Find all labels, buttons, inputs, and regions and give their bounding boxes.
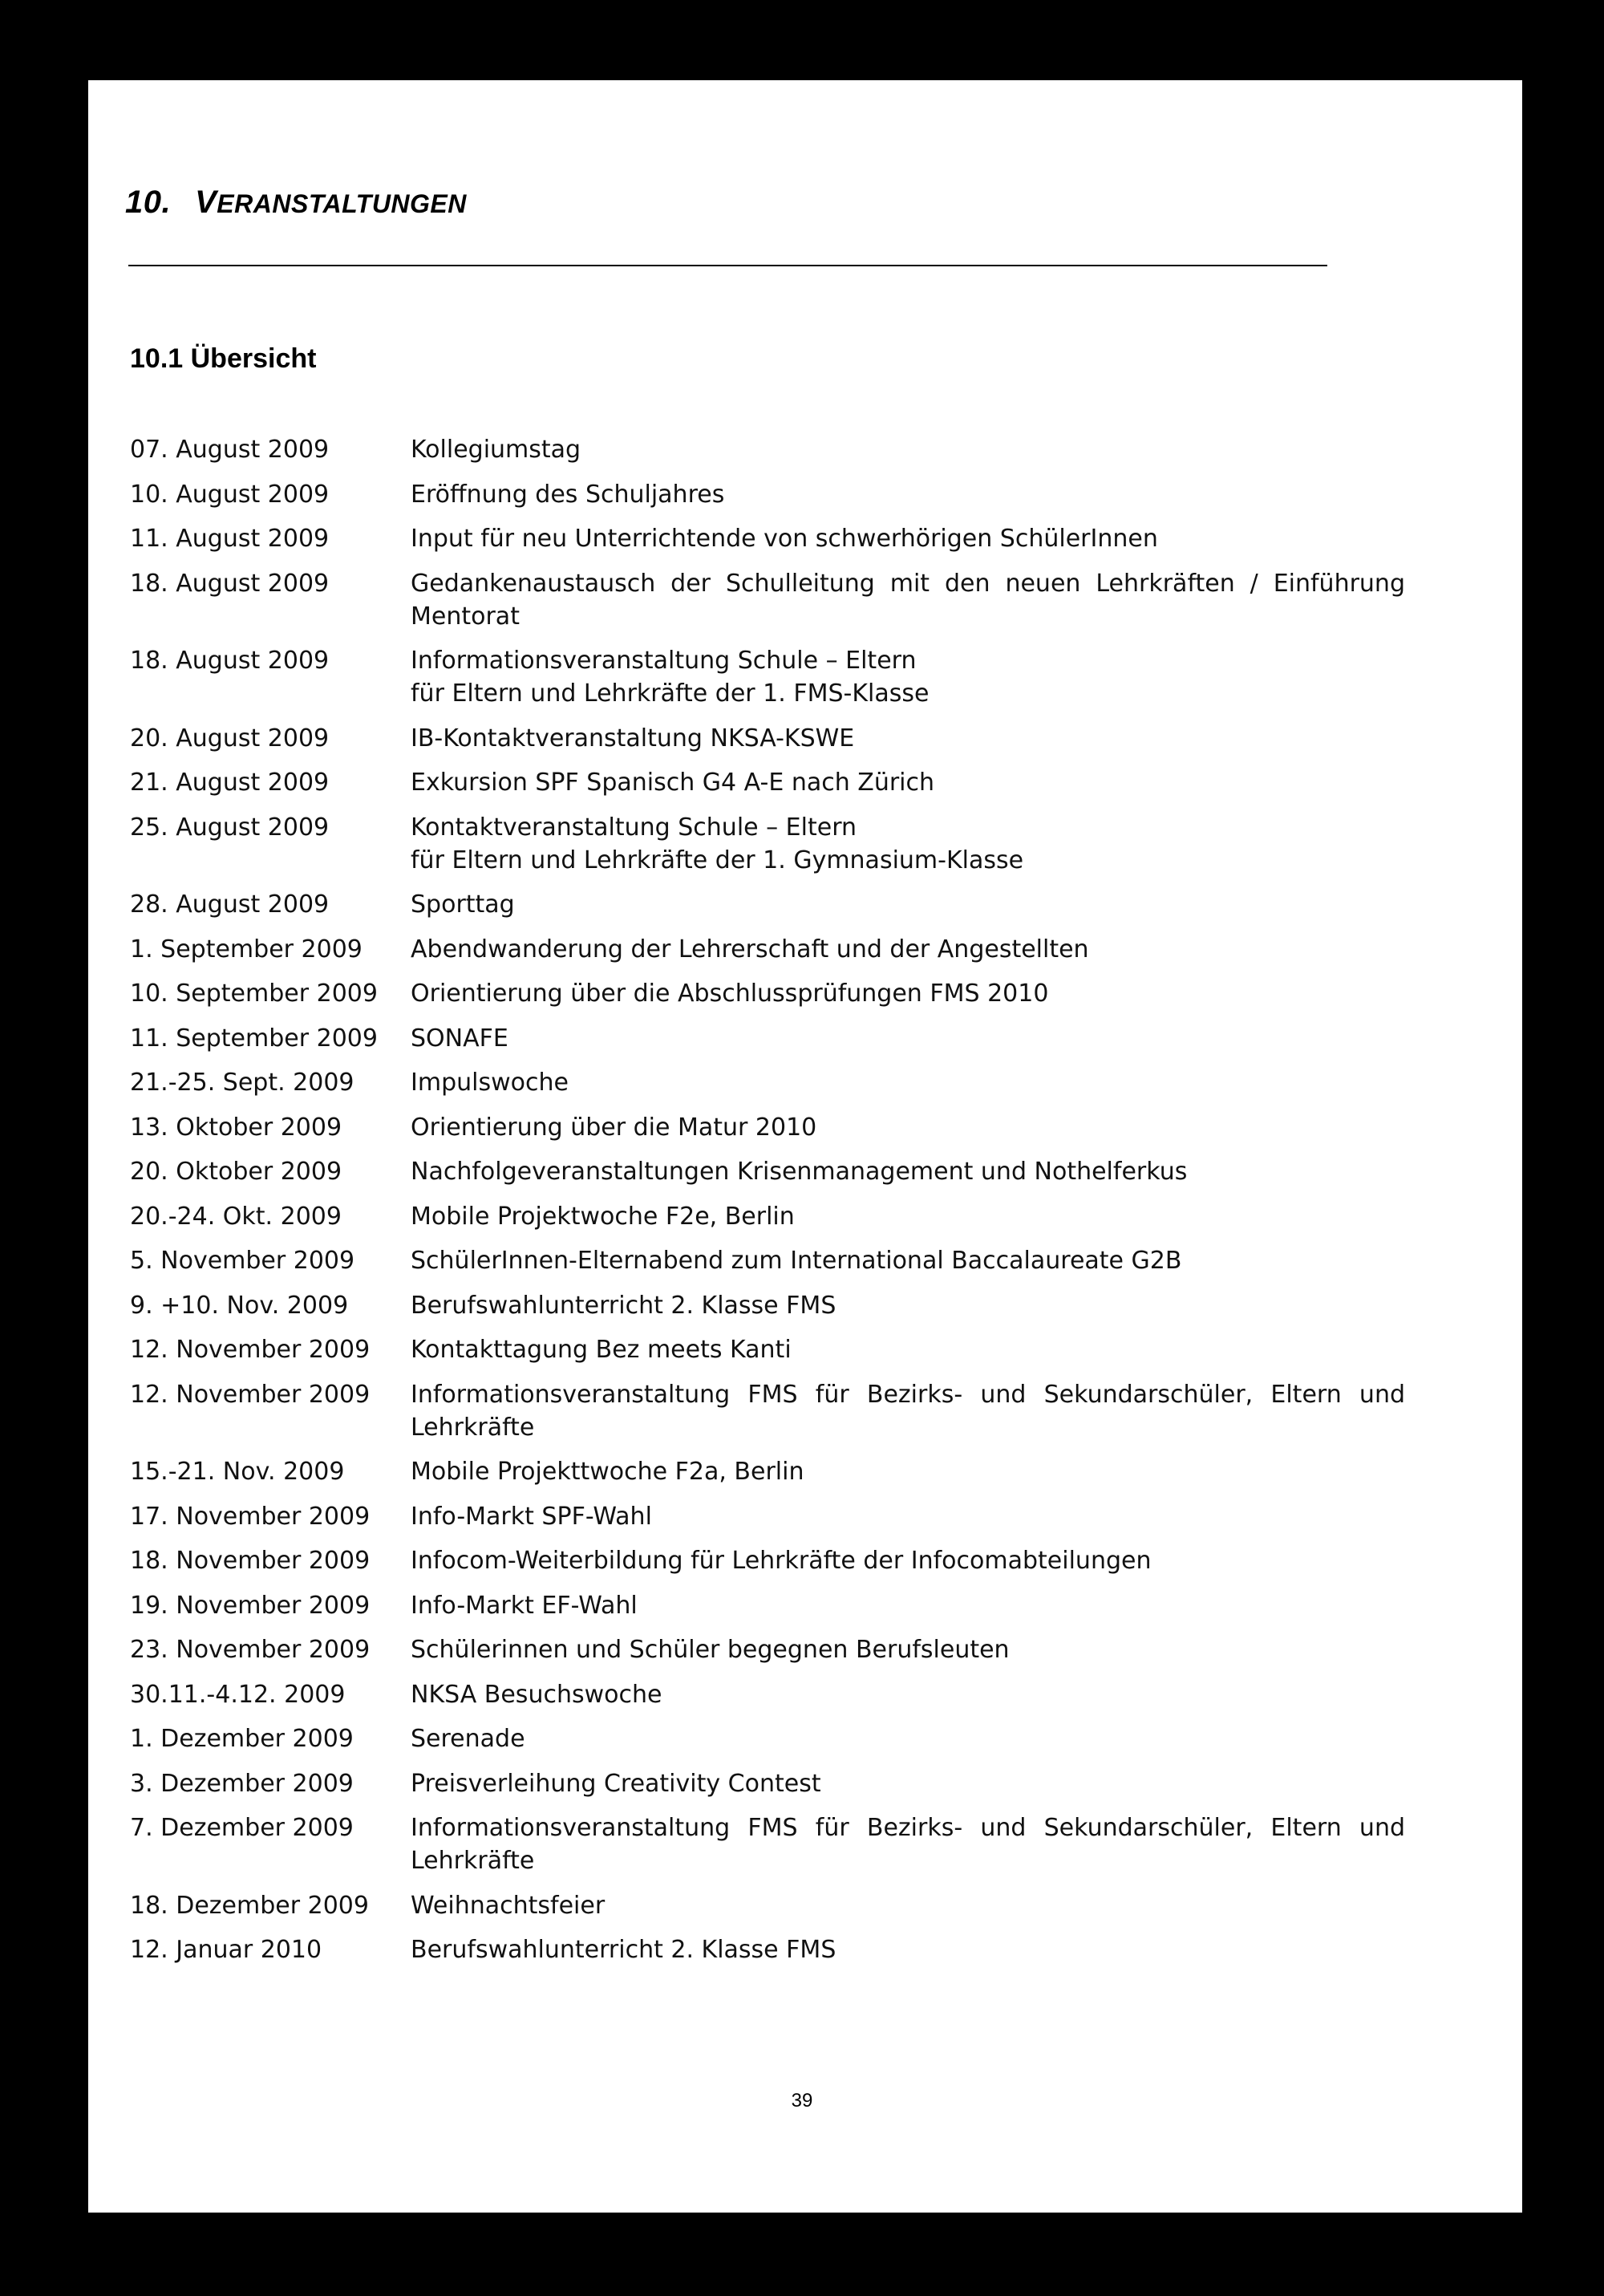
event-row	[130, 1066, 1405, 1099]
event-row	[130, 1500, 1405, 1533]
event-date: 10. August 2009	[130, 480, 330, 509]
event-description: Berufswahlunterricht 2. Klasse FMS	[411, 1291, 836, 1320]
event-row	[130, 1200, 1405, 1233]
event-description: Infocom-Weiterbildung für Lehrkräfte der Infocomabteilungen	[411, 1547, 1152, 1575]
event-description: NKSA Besuchswoche	[411, 1680, 662, 1709]
event-description: Serenade	[411, 1725, 525, 1753]
event-description: SchülerInnen-Elternabend zum International Baccalaureate G2B	[411, 1247, 1182, 1275]
event-row	[130, 1633, 1405, 1666]
event-row	[130, 1544, 1405, 1577]
event-date: 20.-24. Okt. 2009	[130, 1202, 342, 1231]
event-date: 9. +10. Nov. 2009	[130, 1291, 349, 1320]
event-date: 13. Oktober 2009	[130, 1113, 342, 1142]
event-description: Info-Markt EF-Wahl	[411, 1591, 638, 1620]
event-row	[130, 1378, 1405, 1444]
event-description: Schülerinnen und Schüler begegnen Berufsleuten	[411, 1636, 1010, 1664]
event-row	[130, 811, 1405, 877]
event-row	[130, 1111, 1405, 1144]
heading-rule	[128, 265, 1327, 266]
event-date: 19. November 2009	[130, 1591, 371, 1620]
event-date: 07. August 2009	[130, 436, 330, 464]
event-list	[130, 433, 1405, 1978]
event-date: 17. November 2009	[130, 1502, 371, 1531]
event-row	[130, 1933, 1405, 1966]
event-description: Informationsveranstaltung FMS für Bezirks- und Sekundarschüler, Eltern und Lehrkräfte	[411, 1814, 1405, 1875]
event-date: 18. Dezember 2009	[130, 1891, 369, 1920]
section-heading: 10.1 Übersicht	[130, 343, 317, 374]
event-description: Informationsveranstaltung FMS für Bezirks- und Sekundarschüler, Eltern und Lehrkräfte	[411, 1380, 1405, 1442]
event-date: 11. September 2009	[130, 1024, 378, 1053]
event-description: Mobile Projekttwoche F2a, Berlin	[411, 1458, 804, 1486]
event-description: Mobile Projektwoche F2e, Berlin	[411, 1202, 795, 1231]
event-description: Kollegiumstag	[411, 436, 581, 464]
event-date: 23. November 2009	[130, 1636, 371, 1664]
event-description: Sporttag	[411, 890, 515, 919]
event-row	[130, 1811, 1405, 1877]
event-row	[130, 766, 1405, 799]
event-row	[130, 433, 1405, 466]
event-description-line: Informationsveranstaltung Schule – Eltern	[411, 647, 917, 675]
event-date: 5. November 2009	[130, 1247, 355, 1275]
event-row	[130, 888, 1405, 921]
event-date: 18. November 2009	[130, 1547, 371, 1575]
event-description: Nachfolgeveranstaltungen Krisenmanagement und Nothelferkus	[411, 1158, 1188, 1186]
event-row	[130, 522, 1405, 555]
event-description	[411, 644, 1405, 710]
event-row	[130, 1722, 1405, 1755]
event-description-line: für Eltern und Lehrkräfte der 1. FMS-Klasse	[411, 679, 930, 708]
event-description: Kontakttagung Bez meets Kanti	[411, 1336, 792, 1364]
event-date: 20. August 2009	[130, 724, 330, 752]
event-date: 1. September 2009	[130, 935, 363, 963]
event-description: Orientierung über die Matur 2010	[411, 1113, 817, 1142]
event-row	[130, 1333, 1405, 1366]
event-description: Impulswoche	[411, 1069, 569, 1097]
event-description: Preisverleihung Creativity Contest	[411, 1769, 821, 1798]
event-description: Exkursion SPF Spanisch G4 A-E nach Zürich	[411, 769, 935, 797]
event-description: Weihnachtsfeier	[411, 1891, 606, 1920]
event-row	[130, 1022, 1405, 1055]
event-row	[130, 1244, 1405, 1277]
event-date: 25. August 2009	[130, 813, 330, 842]
event-row	[130, 567, 1405, 633]
event-description: Gedankenaustausch der Schulleitung mit den neuen Lehrkräften / Einführung Mentorat	[411, 569, 1405, 631]
event-date: 11. August 2009	[130, 525, 330, 553]
chapter-title-rest: ERANSTALTUNGEN	[217, 189, 467, 218]
event-description-line: Kontaktveranstaltung Schule – Eltern	[411, 813, 857, 842]
event-date: 30.11.-4.12. 2009	[130, 1680, 346, 1709]
event-row	[130, 1889, 1405, 1922]
event-description: Berufswahlunterricht 2. Klasse FMS	[411, 1936, 836, 1964]
page-number: 39	[791, 2090, 813, 2111]
event-date: 28. August 2009	[130, 890, 330, 919]
event-row	[130, 933, 1405, 966]
event-date: 1. Dezember 2009	[130, 1725, 354, 1753]
chapter-number: 10.	[125, 185, 172, 220]
event-description-line: für Eltern und Lehrkräfte der 1. Gymnasium-Klasse	[411, 846, 1024, 874]
event-date: 7. Dezember 2009	[130, 1814, 354, 1842]
event-row	[130, 1767, 1405, 1800]
event-row	[130, 977, 1405, 1010]
event-description	[411, 811, 1405, 877]
event-date: 15.-21. Nov. 2009	[130, 1458, 345, 1486]
event-row	[130, 644, 1405, 710]
event-description: Orientierung über die Abschlussprüfungen FMS 2010	[411, 980, 1049, 1008]
event-description: IB-Kontaktveranstaltung NKSA-KSWE	[411, 724, 855, 752]
event-description: SONAFE	[411, 1024, 508, 1053]
event-row	[130, 1455, 1405, 1488]
event-date: 12. November 2009	[130, 1380, 371, 1409]
chapter-heading	[125, 185, 467, 221]
event-row	[130, 478, 1405, 511]
event-description: Eröffnung des Schuljahres	[411, 480, 725, 509]
event-row	[130, 1678, 1405, 1711]
event-row	[130, 722, 1405, 755]
event-date: 3. Dezember 2009	[130, 1769, 354, 1798]
event-description: Abendwanderung der Lehrerschaft und der Angestellten	[411, 935, 1089, 963]
chapter-title-initial: V	[195, 185, 217, 220]
event-row	[130, 1289, 1405, 1322]
event-date: 20. Oktober 2009	[130, 1158, 342, 1186]
event-description: Info-Markt SPF-Wahl	[411, 1502, 652, 1531]
event-date: 18. August 2009	[130, 569, 330, 598]
event-date: 12. November 2009	[130, 1336, 371, 1364]
event-row	[130, 1589, 1405, 1622]
event-date: 21. August 2009	[130, 769, 330, 797]
event-date: 12. Januar 2010	[130, 1936, 322, 1964]
event-description: Input für neu Unterrichtende von schwerhörigen SchülerInnen	[411, 525, 1158, 553]
event-date: 10. September 2009	[130, 980, 378, 1008]
event-date: 18. August 2009	[130, 647, 330, 675]
event-row	[130, 1155, 1405, 1188]
event-date: 21.-25. Sept. 2009	[130, 1069, 354, 1097]
